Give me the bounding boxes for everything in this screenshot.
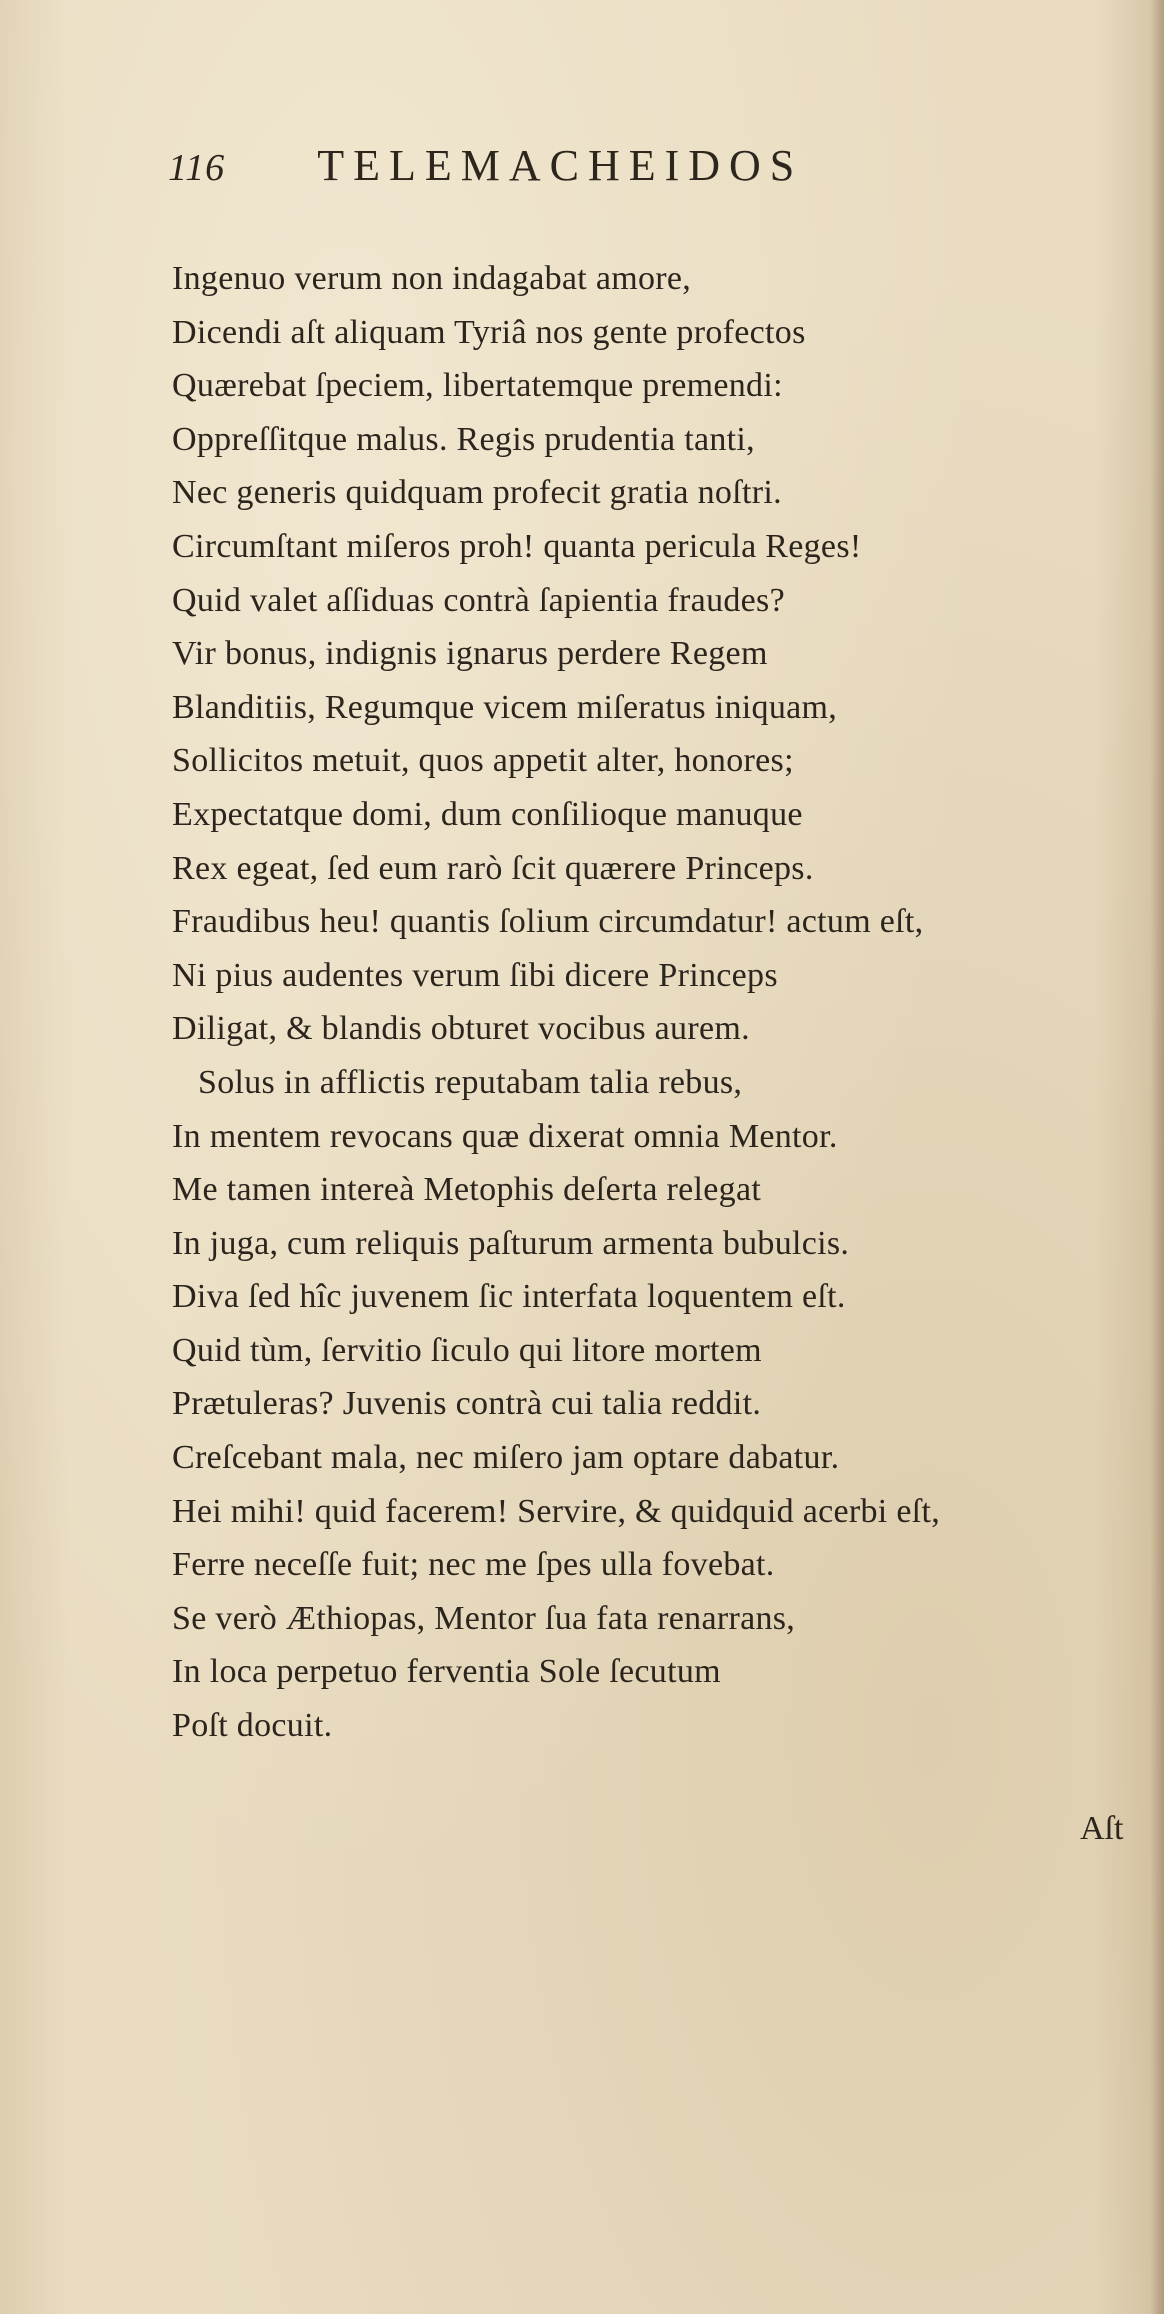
verse-line: Quid tùm, ſervitio ſiculo qui litore mortem [172,1331,762,1369]
verse-line: Sollicitos metuit, quos appetit alter, honores; [172,742,794,780]
running-title: TELEMACHEIDOS [317,141,804,190]
verse-line: In loca perpetuo ferventia Sole ſecutum [172,1653,721,1691]
verse-line: Ni pius audentes verum ſibi dicere Princeps [172,956,778,994]
verse-line-indented: Solus in afflictis reputabam talia rebus, [198,1063,743,1101]
verse-line: Oppreſſitque malus. Regis prudentia tanti, [172,420,755,458]
verse-line: Hei mihi! quid facerem! Servire, & quidquid acerbi eſt, [172,1492,941,1530]
verse-line: Vir bonus, indignis ignarus perdere Regem [172,635,768,673]
verse-line: Se verò Æthiopas, Mentor ſua fata renarrans, [172,1599,796,1637]
verse-line: Ferre neceſſe fuit; nec me ſpes ulla fovebat. [172,1546,775,1584]
verse-line: Rex egeat, ſed eum rarò ſcit quærere Princeps. [172,849,814,887]
verse-line: Ingenuo verum non indagabat amore, [172,260,692,297]
verse-line: Circumſtant miſeros proh! quanta pericula Reges! [172,527,862,565]
verse-line: Diva ſed hîc juvenem ſic interfata loquentem eſt. [172,1278,846,1316]
verse-block [172,252,1132,1753]
verse-line: In juga, cum reliquis paſturum armenta bubulcis. [172,1224,850,1262]
verse-line: Diligat, & blandis obturet vocibus aurem. [172,1010,750,1048]
verse-line: Prætuleras? Juvenis contrà cui talia reddit. [172,1385,762,1423]
verse-line: Quærebat ſpeciem, libertatemque premendi: [172,367,783,405]
verse-line: Quid valet aſſiduas contrà ſapientia fraudes? [172,581,785,619]
verse-line: Creſcebant mala, nec miſero jam optare dabatur. [172,1439,840,1477]
page-number: 116 [168,147,226,189]
verse-line: Dicendi aſt aliquam Tyriâ nos gente profectos [172,313,806,351]
verse-line: Nec generis quidquam profecit gratia noſtri. [172,474,782,512]
catchword: Aſt [1080,1810,1124,1847]
verse-line: In mentem revocans quæ dixerat omnia Mentor. [172,1117,838,1155]
verse-line: Expectatque domi, dum conſilioque manuque [172,795,803,833]
verse-line: Blanditiis, Regumque vicem miſeratus iniquam, [172,688,838,726]
page-edge-shadow [1150,0,1164,2314]
verse-line: Poſt docuit. [172,1707,333,1745]
verse-line: Fraudibus heu! quantis ſolium circumdatur! actum eſt, [172,903,924,941]
verse-line: Me tamen intereà Metophis deſerta relegat [172,1171,762,1209]
running-head [168,140,968,200]
